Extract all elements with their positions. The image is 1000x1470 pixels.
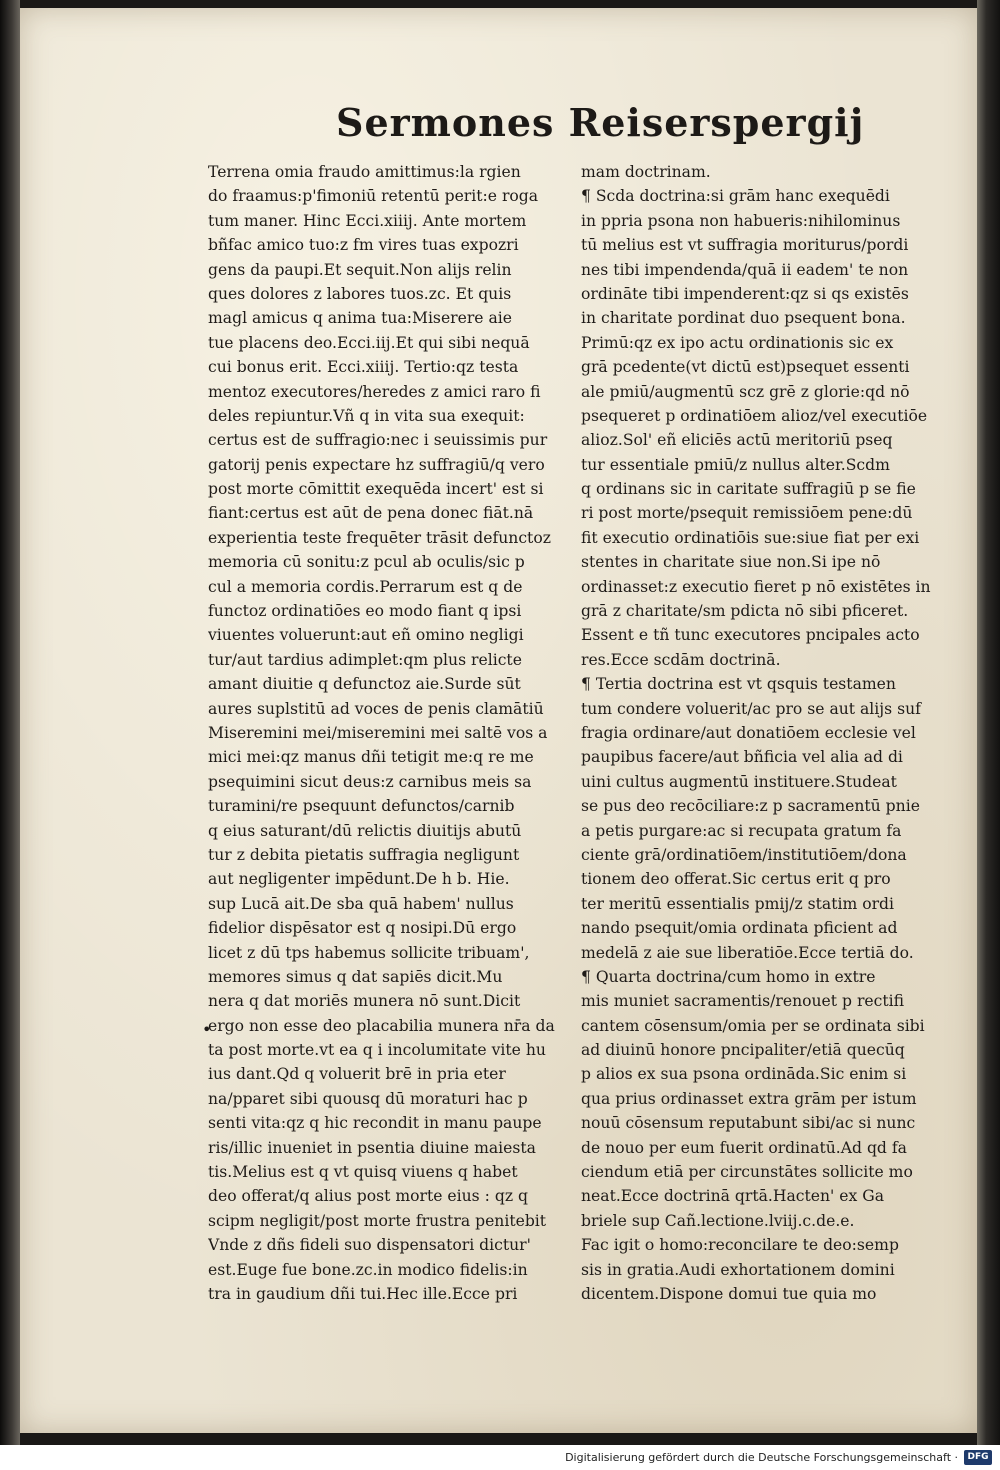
left-column-line: mici mei:qz manus dñi tetigit me:q re me <box>208 748 534 767</box>
left-column-line: certus est de suffragio:nec i seuissimis pur <box>208 431 548 450</box>
right-column-line: cantem cōsensum/omia per se ordinata sibi <box>581 1016 925 1035</box>
left-column-line: aures suplstitū ad voces de penis clamātiū <box>208 699 544 718</box>
left-column-line: senti vita:qz q hic recondit in manu paupe <box>208 1114 542 1133</box>
left-column-line: tur/aut tardius adimplet:qm plus relicte <box>208 650 522 669</box>
left-column-line: do fraamus:p'fimoniū retentū perit:e roga <box>208 187 539 206</box>
left-column-line: psequimini sicut deus:z carnibus meis sa <box>208 772 532 791</box>
left-column-line: memores simus q dat sapiēs dicit.Mu <box>208 967 503 986</box>
left-column-line: tis.Melius est q vt quisq viuens q habet <box>208 1163 518 1182</box>
left-column-line: deo offerat/q alius post morte eius : qz q <box>208 1187 528 1206</box>
left-column-line: post morte cōmittit exequēda incert' est si <box>208 480 544 499</box>
left-column-line: ius dant.Qd q voluerit brē in pria eter <box>208 1065 506 1084</box>
right-column-line: q ordinans sic in caritate suffragiū p se fie <box>581 480 916 499</box>
left-column-line: ta post morte.vt ea q i incolumitate vite hu <box>208 1041 546 1060</box>
left-column-line: turamini/re psequunt defunctos/carnib <box>208 797 515 816</box>
right-column-line: ordināte tibi impenderent:qz si qs existēs <box>581 284 909 303</box>
right-column-line: sis in gratia.Audi exhortationem domini <box>581 1260 895 1279</box>
left-column-line: ergo non esse deo placabilia munera nr̄a da <box>208 1016 555 1035</box>
left-column-line: tur z debita pietatis suffragia negligunt <box>208 845 520 864</box>
right-column-line: ¶ Tertia doctrina est vt qsquis testamen <box>581 675 896 694</box>
right-column-line: tur essentiale pmiū/z nullus alter.Scdm <box>581 455 890 474</box>
right-column-line: Fac igit o homo:reconcilare te deo:semp <box>581 1236 899 1255</box>
right-column-line: stentes in charitate siue non.Si ipe nō <box>581 553 881 572</box>
right-column-line: alioz.Sol' eñ eliciēs actū meritoriū pseq <box>581 431 893 450</box>
right-column-line: tū melius est vt suffragia moriturus/pordi <box>581 236 909 255</box>
left-column-line: q eius saturant/dū relictis diuitijs abutū <box>208 821 522 840</box>
left-column-line: amant diuitie q defunctoz aie.Surde sūt <box>208 675 521 694</box>
right-column-line: ter meritū essentialis pmij/z statim ordi <box>581 894 895 913</box>
left-column-line: Miseremini mei/miseremini mei saltē vos a <box>208 723 548 742</box>
right-column-line: ordinasset:z executio fieret p nō existētes in <box>581 577 931 596</box>
right-column-line: grā z charitate/sm pdicta nō sibi pficeret. <box>581 602 909 621</box>
spine-shadow <box>0 0 20 1445</box>
right-column-line: tum condere voluerit/ac pro se aut alijs suf <box>581 699 921 718</box>
right-column-line: ale pmiū/augmentū scz grē z glorie:qd nō <box>581 382 910 401</box>
left-column-line: licet z dū tps habemus sollicite tribuam', <box>208 943 530 962</box>
right-column-line: mam doctrinam. <box>581 163 711 181</box>
left-column-line: fiant:certus est aūt de pena donec fiāt.nā <box>208 504 534 523</box>
left-column-line: est.Euge fue bone.zc.in modico fidelis:in <box>208 1260 528 1279</box>
left-column-line: fidelior dispēsator est q nosipi.Dū ergo <box>208 919 517 938</box>
right-column-line: ciendum etiā per circunstātes sollicite mo <box>581 1163 913 1182</box>
right-column-line: neat.Ecce doctrinā qrtā.Hacten' ex Ga <box>581 1187 885 1206</box>
right-column-line: fit executio ordinatiōis sue:siue fiat per exi <box>581 528 920 547</box>
right-column-line: nouū cōsensum reputabunt sibi/ac si nunc <box>581 1114 916 1133</box>
right-column-line: tionem deo offerat.Sic certus erit q pro <box>581 870 891 889</box>
left-column-line: cui bonus erit. Ecci.xiiij. Tertio:qz testa <box>208 358 519 377</box>
footer-credit: Digitalisierung gefördert durch die Deutsche Forschungsgemeinschaft · <box>565 1451 958 1464</box>
right-column-line: medelā z aie sue liberatiōe.Ecce tertiā do. <box>581 943 914 962</box>
right-column-line: p alios ex sua psona ordināda.Sic enim si <box>581 1065 907 1084</box>
left-column-line: functoz ordinatiōes eo modo fiant q ipsi <box>208 602 522 621</box>
left-column-line: scipm negligit/post morte frustra penitebit <box>208 1211 547 1230</box>
left-column-line: viuentes voluerunt:aut eñ omino negligi <box>208 626 524 645</box>
right-column-line: ri post morte/psequit remissiōem pene:dū <box>581 504 913 523</box>
right-column-line: uini cultus augmentū instituere.Studeat <box>581 772 897 791</box>
right-column-line: a petis purgare:ac si recupata gratum fa <box>581 821 902 840</box>
left-column-line: Terrena omia fraudo amittimus:la rgien <box>208 163 521 181</box>
left-column-line: ris/illic inueniet in psentia diuine maiesta <box>208 1138 536 1157</box>
right-column-line: se pus deo recōciliare:z p sacramentū pnie <box>581 797 920 816</box>
left-column-line: experientia teste frequēter trāsit defunctoz <box>208 528 551 547</box>
left-column-line: nera q dat moriēs munera nō sunt.Dicit <box>208 992 521 1011</box>
right-column-line: in charitate pordinat duo psequent bona. <box>581 309 906 328</box>
running-head: Sermones Reiserspergij <box>336 100 865 145</box>
left-column-line: aut negligenter impēdunt.De h b. Hie. <box>208 870 510 889</box>
left-column-line: magl amicus q anima tua:Miserere aie <box>208 309 513 328</box>
right-column-line: ¶ Scda doctrina:si grām hanc exequēdi <box>581 187 890 206</box>
left-column-line: na/pparet sibi quousq dū moraturi hac p <box>208 1089 528 1108</box>
left-column-line: gens da paupi.Et sequit.Non alijs relin <box>208 260 512 279</box>
left-column-line: Vnde z dñs fideli suo dispensatori dictur' <box>208 1236 531 1255</box>
digitization-footer <box>0 1445 1000 1470</box>
right-column-line: nes tibi impendenda/quā ii eadem' te non <box>581 260 909 279</box>
left-column-line: memoria cū sonitu:z pcul ab oculis/sic p <box>208 553 525 572</box>
left-column-line: sup Lucā ait.De sba quā habem' nullus <box>208 894 514 913</box>
left-column-line: tra in gaudium dñi tui.Hec ille.Ecce pri <box>208 1284 518 1303</box>
left-column-line: tue placens deo.Ecci.iij.Et qui sibi nequā <box>208 333 530 352</box>
right-column-line: Primū:qz ex ipo actu ordinationis sic ex <box>581 333 894 352</box>
right-column-line: psequeret p ordinatiōem alioz/vel executiōe <box>581 406 928 425</box>
left-column-line: mentoz executores/heredes z amici raro fi <box>208 382 541 401</box>
right-column-line: mis muniet sacramentis/renouet p rectifi <box>581 992 905 1011</box>
margin-mark: • <box>202 1020 212 1039</box>
left-column-line: ques dolores z labores tuos.zc. Et quis <box>208 284 512 303</box>
dfg-logo: DFG <box>964 1450 992 1465</box>
right-column-line: paupibus facere/aut bñficia vel alia ad di <box>581 748 903 767</box>
right-column-line: ciente grā/ordinatiōem/institutiōem/dona <box>581 845 907 864</box>
right-column-line: res.Ecce scdām doctrinā. <box>581 650 781 669</box>
right-column-line: dicentem.Dispone domui tue quia mo <box>581 1284 877 1303</box>
left-column-line: deles repiuntur.Vñ q in vita sua exequit: <box>208 406 525 425</box>
right-column-line: qua prius ordinasset extra grām per istum <box>581 1089 917 1108</box>
left-column-line: cul a memoria cordis.Perrarum est q de <box>208 577 523 596</box>
right-column-line: in ppria psona non habueris:nihilominus <box>581 211 901 230</box>
left-column-line: gatorij penis expectare hz suffragiū/q vero <box>208 455 545 474</box>
right-column-line: de nouo per eum fuerit ordinatū.Ad qd fa <box>581 1138 907 1157</box>
right-column-line: grā pcedente(vt dictū est)psequet essenti <box>581 358 910 377</box>
right-text-column <box>581 160 931 1306</box>
right-column-line: nando psequit/omia ordinata pficient ad <box>581 919 898 938</box>
left-column-line: tum maner. Hinc Ecci.xiiij. Ante mortem <box>208 211 527 230</box>
right-column-line: ¶ Quarta doctrina/cum homo in extre <box>581 967 876 986</box>
right-column-line: fragia ordinare/aut donatiōem ecclesie vel <box>581 723 916 742</box>
page-edge <box>977 0 1000 1445</box>
right-column-line: briele sup Cañ.lectione.lviij.c.de.e. <box>581 1211 855 1230</box>
right-column-line: ad diuinū honore pncipaliter/etiā quecūq <box>581 1041 905 1060</box>
right-column-line: Essent e tñ tunc executores pncipales acto <box>581 626 920 645</box>
left-text-column <box>208 160 560 1306</box>
left-column-line: bñfac amico tuo:z fm vires tuas expozri <box>208 236 519 255</box>
